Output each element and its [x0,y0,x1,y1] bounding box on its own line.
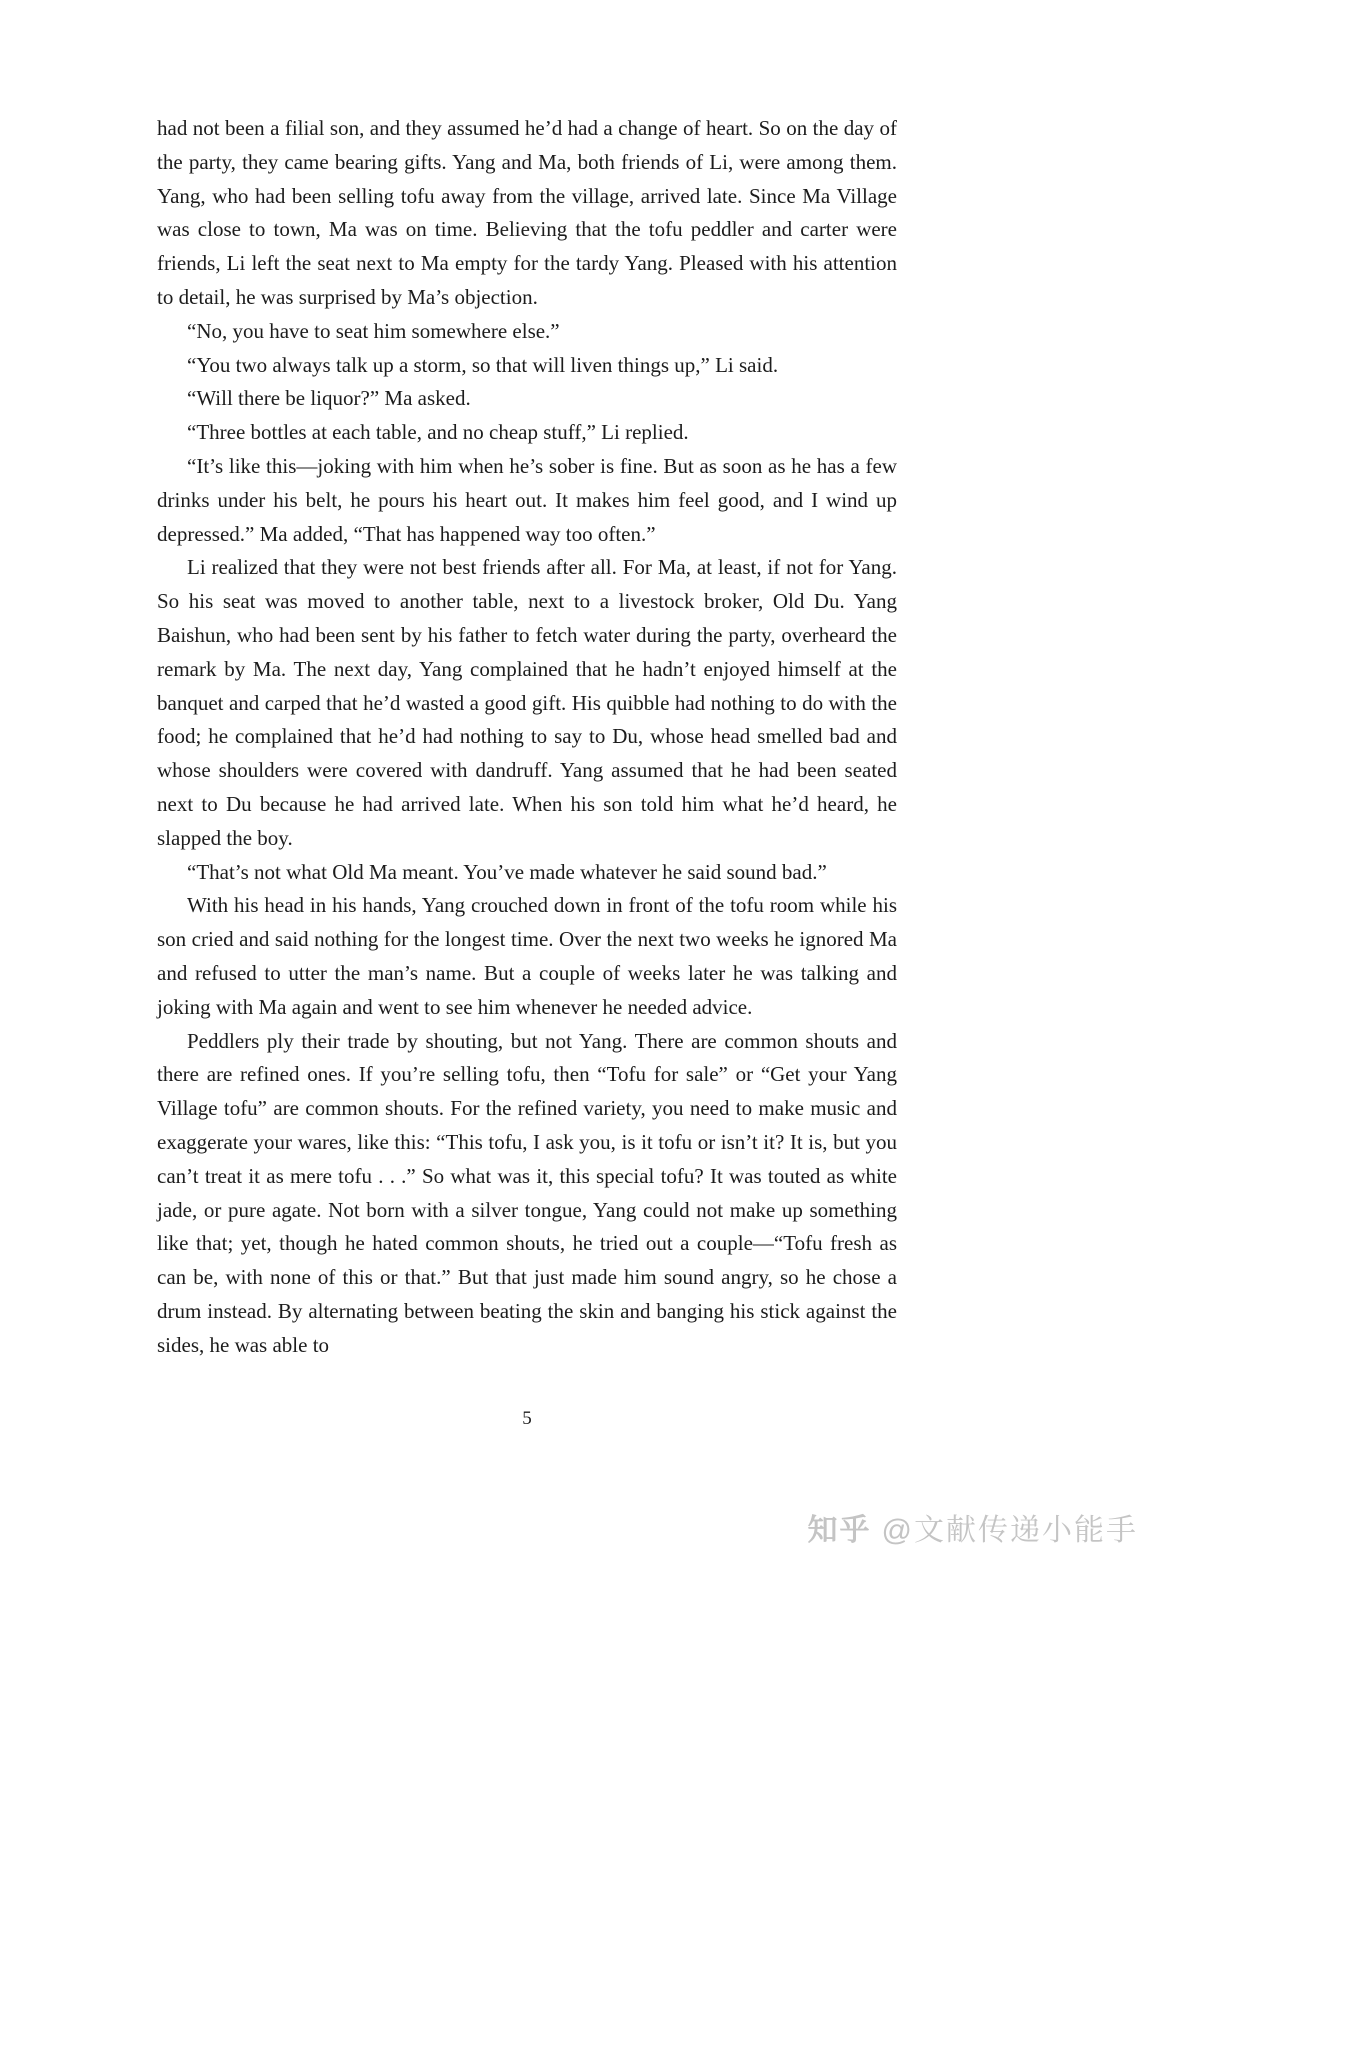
dialogue-line: “Will there be liquor?” Ma asked. [187,386,471,411]
dialogue-line: “No, you have to seat him somewhere else.” [187,318,560,343]
watermark [808,1505,1138,1549]
page-number: 5 [522,1408,532,1430]
narrative-paragraph: With his head in his hands, Yang crouched down in front of the tofu room while his son cried and said nothing for the longest time. Over the next two weeks he ignored Ma and refused to utter the man’s name. But a couple of weeks later he was talking and joking with Ma again and went to see him whenever he needed advice. [157,893,897,1019]
dialogue-line: “That’s not what Old Ma meant. You’ve made whatever he said sound bad.” [187,859,827,884]
zhihu-logo: 知乎 [807,1514,872,1547]
dialogue-line: “Three bottles at each table, and no cheap stuff,” Li replied. [187,420,689,445]
dialogue-line: “You two always talk up a storm, so that will liven things up,” Li said. [187,352,779,377]
dialogue-paragraph: “It’s like this—joking with him when he’s sober is fine. But as soon as he has a few drinks under his belt, he pours his heart out. It makes him feel good, and I wind up depressed.” Ma added, “That has happened way too often.” [157,453,897,546]
paragraph-continuation: had not been a filial son, and they assumed he’d had a change of heart. So on the day of the party, they came bearing gifts. Yang and Ma, both friends of Li, were among them. Yang, who had been selling tofu away from the village, arrived late. Since Ma Village was close to town, Ma was on time. Believing that the tofu peddler and carter were friends, Li left the seat next to Ma empty for the tardy Yang. Pleased with his attention to detail, he was surprised by Ma’s objection. [157,116,897,309]
narrative-paragraph: Peddlers ply their trade by shouting, but not Yang. There are common shouts and there are refined ones. If you’re selling tofu, then “Tofu for sale” or “Get your Yang Village tofu” are common shouts. For the refined variety, you need to make music and exaggerate your wares, like this: “This tofu, I ask you, is it tofu or isn’t it? It is, but you can’t treat it as mere tofu . . .” So what was it, this special tofu? It was touted as white jade, or pure agate. Not born with a silver tongue, Yang could not make up something like that; yet, though he hated common shouts, he tried out a couple—“Tofu fresh as can be, with none of this or that.” But that just made him sound angry, so he chose a drum instead. By alternating between beating the skin and banging his stick against the sides, he was able to [157,1028,897,1357]
narrative-paragraph: Li realized that they were not best friends after all. For Ma, at least, if not for Yang. So his seat was moved to another table, next to a livestock broker, Old Du. Yang Baishun, who had been sent by his father to fetch water during the party, overheard the remark by Ma. The next day, Yang complained that he hadn’t enjoyed himself at the banquet and carped that he’d wasted a good gift. His quibble had nothing to do with the food; he complained that he’d had nothing to say to Du, whose head smelled bad and whose shoulders were covered with dandruff. Yang assumed that he had been seated next to Du because he had arrived late. When his son told him what he’d heard, he slapped the boy. [157,555,897,850]
watermark-handle: @文献传递小能手 [881,1514,1138,1547]
page-text-block [157,112,897,1362]
